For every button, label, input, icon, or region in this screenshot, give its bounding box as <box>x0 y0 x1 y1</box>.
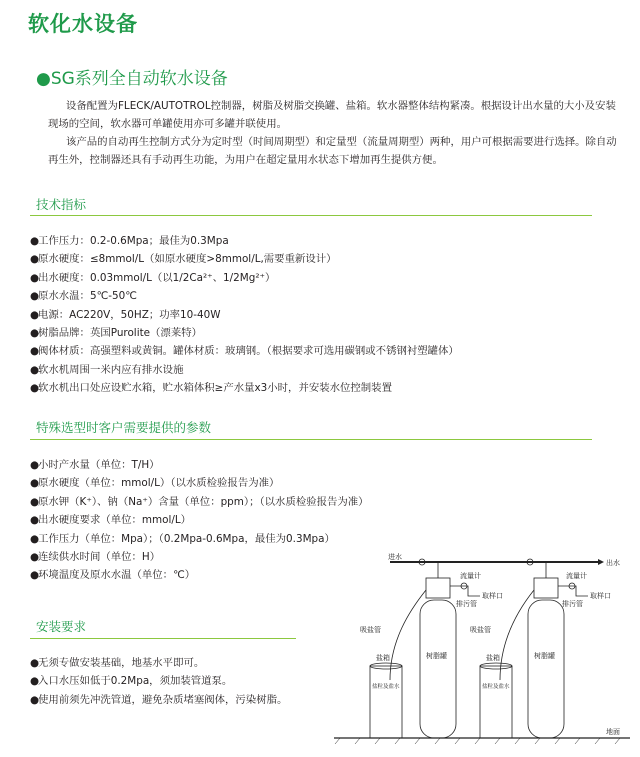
label-brine-suction: 吸盐管 <box>360 626 381 634</box>
section-divider <box>30 638 296 639</box>
list-item: ●软水机周围一米内应有排水设施 <box>30 363 184 376</box>
specs-list <box>30 232 459 398</box>
resin-tank-right <box>528 600 564 738</box>
section-divider <box>30 215 592 216</box>
list-item: ●小时产水量（单位：T/H） <box>30 459 160 471</box>
label-sample-port: 取样口 <box>590 592 611 600</box>
brine-suction-left <box>390 590 426 680</box>
label-flowmeter: 流量计 <box>566 572 587 580</box>
brine-tank-left <box>370 666 402 738</box>
label-outlet: 出水 <box>606 559 620 567</box>
list-item: ●工作压力：0.2-0.6Mpa；最佳为0.3Mpa <box>30 235 229 247</box>
label-drain-pipe: 排污管 <box>456 600 477 608</box>
control-valve-left <box>426 578 450 598</box>
brine-suction-right <box>500 590 534 680</box>
water-softener-diagram <box>330 540 634 750</box>
outlet-arrow-icon <box>598 559 604 565</box>
label-drain-pipe: 排污管 <box>562 600 583 608</box>
list-item: ●阀体材质：高强塑料或黄铜。罐体材质：玻璃钢。（根据要求可选用碳钢或不锈钢衬塑罐体） <box>30 345 459 358</box>
special-list <box>30 456 369 585</box>
intro-paragraph-1: 设备配置为FLECK/AUTOTROL控制器，树脂及树脂交换罐、盐箱。软水器整体结构紧凑。根据设计出水量的大小及安装现场的空间，软水器可单罐使用亦可多罐并联使用。 <box>48 100 616 130</box>
product-subtitle: ●SG系列全自动软水设备 <box>36 69 228 89</box>
page-title: 软化水设备 <box>28 12 138 36</box>
label-resin-tank: 树脂罐 <box>534 652 555 660</box>
label-salt-water: 盐粒及盐水 <box>482 684 510 690</box>
resin-tank-left <box>420 600 456 738</box>
list-item: ●原水水温：5℃-50℃ <box>30 290 137 303</box>
install-list <box>30 654 287 709</box>
section-title-specs: 技术指标 <box>36 197 87 212</box>
section-title-special: 特殊选型时客户需要提供的参数 <box>36 420 212 435</box>
label-ground: 地面 <box>606 728 620 736</box>
list-item: ●出水硬度要求（单位：mmol/L） <box>30 514 192 527</box>
ground-hatch <box>335 738 620 744</box>
label-resin-tank: 树脂罐 <box>426 652 447 660</box>
control-valve-right <box>534 578 558 598</box>
list-item: ●树脂品牌：英国Purolite（漂莱特） <box>30 327 202 340</box>
intro-paragraph-2: 该产品的自动再生控制方式分为定时型（时间周期型）和定量型（流量周期型）两种，用户可根据需要进行选择。除自动再生外，控制器还具有手动再生功能，为用户在超定量用水状态下增加再生提供方便。 <box>48 136 617 166</box>
list-item: ●工作压力（单位：Mpa）；（0.2Mpa-0.6Mpa，最佳为0.3Mpa） <box>30 532 335 545</box>
label-brine-tank: 盐箱 <box>376 654 390 662</box>
section-title-install: 安装要求 <box>36 619 87 634</box>
list-item: ●连续供水时间（单位：H） <box>30 551 161 564</box>
label-flowmeter: 流量计 <box>460 572 481 580</box>
label-brine-suction: 吸盐管 <box>470 626 491 634</box>
list-item: ●无须专做安装基础，地基水平即可。 <box>30 657 205 669</box>
list-item: ●使用前须先冲洗管道，避免杂质堵塞阀体，污染树脂。 <box>30 693 288 706</box>
list-item: ●入口水压如低于0.2Mpa，须加装管道泵。 <box>30 675 233 688</box>
section-divider <box>30 439 592 440</box>
label-brine-tank: 盐箱 <box>486 654 500 662</box>
list-item: ●原水钾（K⁺）、钠（Na⁺）含量（单位：ppm）；（以水质检验报告为准） <box>30 495 369 508</box>
brine-tank-right <box>480 666 512 738</box>
list-item: ●电源：AC220V，50HZ；功率10-40W <box>30 308 221 321</box>
list-item: ●出水硬度：0.03mmol/L（以1/2Ca²⁺、1/2Mg²⁺） <box>30 271 276 284</box>
list-item: ●原水硬度（单位：mmol/L）（以水质检验报告为准） <box>30 477 280 490</box>
label-sample-port: 取样口 <box>482 592 503 600</box>
list-item: ●软水机出口处应设贮水箱，贮水箱体积≥产水量x3小时，并安装水位控制装置 <box>30 382 392 395</box>
label-inlet: 进水 <box>388 553 402 561</box>
list-item: ●原水硬度：≤8mmol/L（如原水硬度>8mmol/L,需要重新设计） <box>30 253 337 266</box>
label-salt-water: 盐粒及盐水 <box>372 684 400 690</box>
drain-pipe-right <box>558 586 588 596</box>
list-item: ●环境温度及原水水温（单位：℃） <box>30 569 196 582</box>
drain-pipe-left <box>450 586 480 596</box>
